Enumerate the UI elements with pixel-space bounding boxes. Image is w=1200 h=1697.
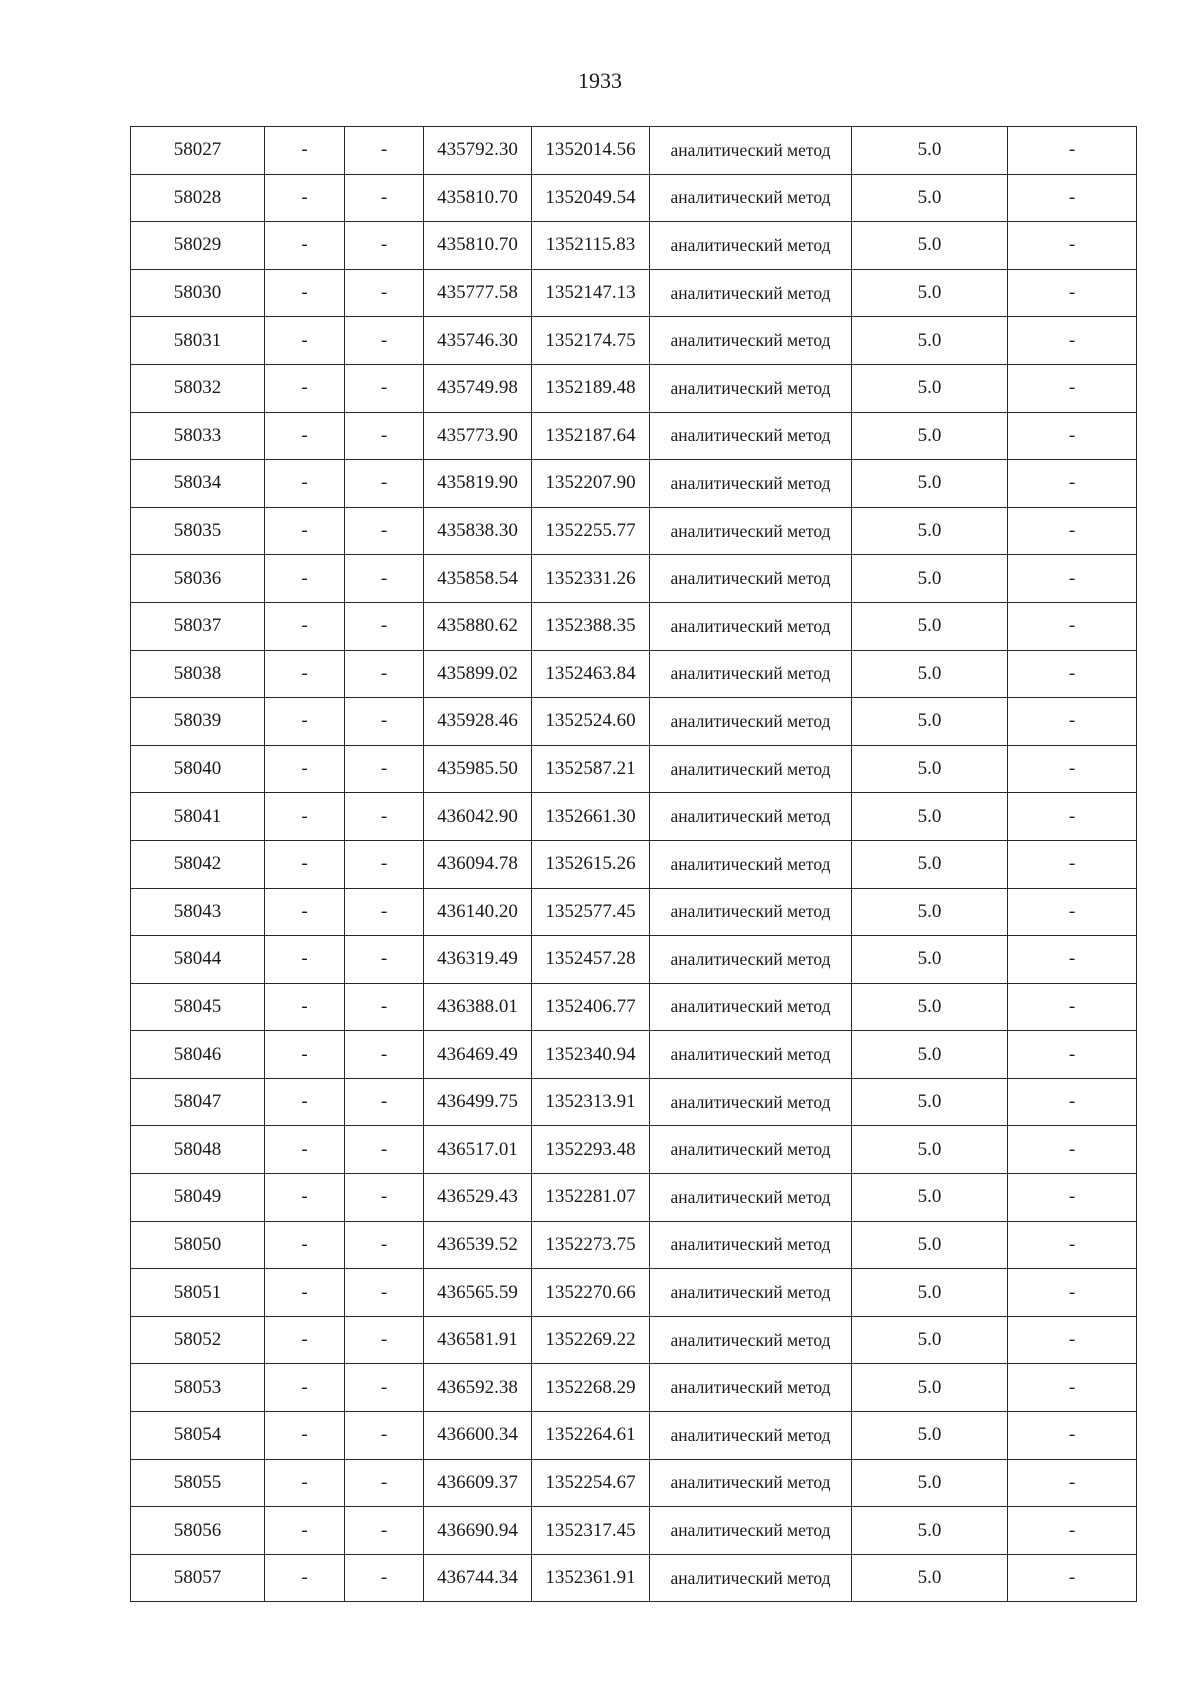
table-row [131,1364,1137,1412]
point-number-cell: 58030 [131,269,265,317]
table-row [131,983,1137,1031]
note-cell: - [1008,1554,1137,1602]
empty-cell-2: - [345,1459,424,1507]
x-coordinate-cell: 436581.91 [424,1316,532,1364]
table-row [131,793,1137,841]
point-number-cell: 58040 [131,745,265,793]
x-coordinate-cell: 436592.38 [424,1364,532,1412]
x-coordinate-cell: 435858.54 [424,555,532,603]
empty-cell-1: - [265,840,345,888]
method-cell: аналитический метод [650,460,852,508]
accuracy-cell: 5.0 [852,602,1008,650]
empty-cell-2: - [345,317,424,365]
y-coordinate-cell: 1352049.54 [532,174,650,222]
accuracy-cell: 5.0 [852,1174,1008,1222]
empty-cell-2: - [345,222,424,270]
note-cell: - [1008,460,1137,508]
empty-cell-2: - [345,1269,424,1317]
point-number-cell: 58048 [131,1126,265,1174]
accuracy-cell: 5.0 [852,507,1008,555]
x-coordinate-cell: 435792.30 [424,127,532,175]
method-cell: аналитический метод [650,1364,852,1412]
empty-cell-1: - [265,174,345,222]
empty-cell-2: - [345,1126,424,1174]
method-cell: аналитический метод [650,936,852,984]
note-cell: - [1008,1364,1137,1412]
y-coordinate-cell: 1352115.83 [532,222,650,270]
method-cell: аналитический метод [650,412,852,460]
y-coordinate-cell: 1352577.45 [532,888,650,936]
point-number-cell: 58032 [131,364,265,412]
accuracy-cell: 5.0 [852,793,1008,841]
accuracy-cell: 5.0 [852,1459,1008,1507]
empty-cell-1: - [265,650,345,698]
empty-cell-1: - [265,1316,345,1364]
y-coordinate-cell: 1352269.22 [532,1316,650,1364]
accuracy-cell: 5.0 [852,222,1008,270]
x-coordinate-cell: 435810.70 [424,174,532,222]
x-coordinate-cell: 436499.75 [424,1078,532,1126]
method-cell: аналитический метод [650,793,852,841]
accuracy-cell: 5.0 [852,1078,1008,1126]
note-cell: - [1008,698,1137,746]
y-coordinate-cell: 1352463.84 [532,650,650,698]
empty-cell-1: - [265,1174,345,1222]
point-number-cell: 58052 [131,1316,265,1364]
empty-cell-2: - [345,888,424,936]
empty-cell-1: - [265,888,345,936]
accuracy-cell: 5.0 [852,1364,1008,1412]
y-coordinate-cell: 1352268.29 [532,1364,650,1412]
empty-cell-2: - [345,1412,424,1460]
point-number-cell: 58041 [131,793,265,841]
method-cell: аналитический метод [650,1221,852,1269]
accuracy-cell: 5.0 [852,888,1008,936]
table-row [131,1554,1137,1602]
method-cell: аналитический метод [650,698,852,746]
method-cell: аналитический метод [650,364,852,412]
y-coordinate-cell: 1352189.48 [532,364,650,412]
coordinates-table-body [131,127,1137,1602]
table-row [131,1316,1137,1364]
accuracy-cell: 5.0 [852,698,1008,746]
method-cell: аналитический метод [650,269,852,317]
empty-cell-1: - [265,364,345,412]
x-coordinate-cell: 435928.46 [424,698,532,746]
point-number-cell: 58051 [131,1269,265,1317]
note-cell: - [1008,1031,1137,1079]
empty-cell-1: - [265,698,345,746]
table-row [131,460,1137,508]
table-row [131,364,1137,412]
table-row [131,1507,1137,1555]
note-cell: - [1008,555,1137,603]
accuracy-cell: 5.0 [852,1316,1008,1364]
note-cell: - [1008,936,1137,984]
x-coordinate-cell: 436529.43 [424,1174,532,1222]
empty-cell-2: - [345,1316,424,1364]
accuracy-cell: 5.0 [852,460,1008,508]
y-coordinate-cell: 1352457.28 [532,936,650,984]
point-number-cell: 58034 [131,460,265,508]
table-row [131,1269,1137,1317]
table-row [131,1412,1137,1460]
x-coordinate-cell: 436388.01 [424,983,532,1031]
empty-cell-2: - [345,793,424,841]
note-cell: - [1008,507,1137,555]
page-number: 1933 [578,68,622,93]
y-coordinate-cell: 1352281.07 [532,1174,650,1222]
note-cell: - [1008,1126,1137,1174]
empty-cell-2: - [345,460,424,508]
point-number-cell: 58028 [131,174,265,222]
empty-cell-2: - [345,1554,424,1602]
table-row [131,602,1137,650]
x-coordinate-cell: 435777.58 [424,269,532,317]
note-cell: - [1008,1507,1137,1555]
y-coordinate-cell: 1352254.67 [532,1459,650,1507]
point-number-cell: 58053 [131,1364,265,1412]
x-coordinate-cell: 435773.90 [424,412,532,460]
x-coordinate-cell: 435749.98 [424,364,532,412]
y-coordinate-cell: 1352187.64 [532,412,650,460]
coordinates-table [130,126,1137,1602]
note-cell: - [1008,745,1137,793]
empty-cell-2: - [345,745,424,793]
point-number-cell: 58057 [131,1554,265,1602]
y-coordinate-cell: 1352406.77 [532,983,650,1031]
y-coordinate-cell: 1352313.91 [532,1078,650,1126]
empty-cell-2: - [345,174,424,222]
empty-cell-1: - [265,1269,345,1317]
method-cell: аналитический метод [650,1507,852,1555]
method-cell: аналитический метод [650,650,852,698]
empty-cell-2: - [345,364,424,412]
empty-cell-1: - [265,602,345,650]
note-cell: - [1008,1269,1137,1317]
y-coordinate-cell: 1352174.75 [532,317,650,365]
note-cell: - [1008,602,1137,650]
y-coordinate-cell: 1352524.60 [532,698,650,746]
point-number-cell: 58037 [131,602,265,650]
table-row [131,412,1137,460]
table-row [131,936,1137,984]
point-number-cell: 58054 [131,1412,265,1460]
table-row [131,650,1137,698]
note-cell: - [1008,269,1137,317]
table-row [131,840,1137,888]
method-cell: аналитический метод [650,1554,852,1602]
accuracy-cell: 5.0 [852,1126,1008,1174]
y-coordinate-cell: 1352388.35 [532,602,650,650]
note-cell: - [1008,840,1137,888]
method-cell: аналитический метод [650,507,852,555]
empty-cell-2: - [345,650,424,698]
empty-cell-1: - [265,1459,345,1507]
accuracy-cell: 5.0 [852,127,1008,175]
empty-cell-1: - [265,555,345,603]
x-coordinate-cell: 435819.90 [424,460,532,508]
empty-cell-2: - [345,1078,424,1126]
y-coordinate-cell: 1352615.26 [532,840,650,888]
empty-cell-1: - [265,460,345,508]
point-number-cell: 58027 [131,127,265,175]
empty-cell-1: - [265,1126,345,1174]
point-number-cell: 58050 [131,1221,265,1269]
x-coordinate-cell: 435985.50 [424,745,532,793]
method-cell: аналитический метод [650,1316,852,1364]
point-number-cell: 58043 [131,888,265,936]
table-row [131,222,1137,270]
point-number-cell: 58055 [131,1459,265,1507]
empty-cell-2: - [345,983,424,1031]
method-cell: аналитический метод [650,1459,852,1507]
empty-cell-1: - [265,222,345,270]
y-coordinate-cell: 1352255.77 [532,507,650,555]
empty-cell-2: - [345,269,424,317]
y-coordinate-cell: 1352273.75 [532,1221,650,1269]
point-number-cell: 58033 [131,412,265,460]
accuracy-cell: 5.0 [852,745,1008,793]
empty-cell-1: - [265,507,345,555]
x-coordinate-cell: 435899.02 [424,650,532,698]
method-cell: аналитический метод [650,1078,852,1126]
table-row [131,698,1137,746]
x-coordinate-cell: 436744.34 [424,1554,532,1602]
y-coordinate-cell: 1352014.56 [532,127,650,175]
method-cell: аналитический метод [650,1126,852,1174]
empty-cell-1: - [265,1078,345,1126]
empty-cell-2: - [345,840,424,888]
empty-cell-1: - [265,1554,345,1602]
method-cell: аналитический метод [650,555,852,603]
accuracy-cell: 5.0 [852,364,1008,412]
empty-cell-1: - [265,1507,345,1555]
y-coordinate-cell: 1352147.13 [532,269,650,317]
note-cell: - [1008,364,1137,412]
empty-cell-2: - [345,555,424,603]
method-cell: аналитический метод [650,840,852,888]
accuracy-cell: 5.0 [852,317,1008,365]
empty-cell-2: - [345,698,424,746]
note-cell: - [1008,412,1137,460]
y-coordinate-cell: 1352661.30 [532,793,650,841]
empty-cell-1: - [265,983,345,1031]
x-coordinate-cell: 436539.52 [424,1221,532,1269]
empty-cell-2: - [345,1221,424,1269]
x-coordinate-cell: 436042.90 [424,793,532,841]
point-number-cell: 58044 [131,936,265,984]
empty-cell-1: - [265,317,345,365]
x-coordinate-cell: 435746.30 [424,317,532,365]
point-number-cell: 58042 [131,840,265,888]
method-cell: аналитический метод [650,602,852,650]
table-row [131,317,1137,365]
table-row [131,507,1137,555]
x-coordinate-cell: 436094.78 [424,840,532,888]
method-cell: аналитический метод [650,127,852,175]
table-row [131,1031,1137,1079]
empty-cell-1: - [265,793,345,841]
y-coordinate-cell: 1352331.26 [532,555,650,603]
empty-cell-1: - [265,1364,345,1412]
empty-cell-2: - [345,127,424,175]
empty-cell-1: - [265,269,345,317]
empty-cell-2: - [345,412,424,460]
method-cell: аналитический метод [650,1269,852,1317]
accuracy-cell: 5.0 [852,936,1008,984]
x-coordinate-cell: 435880.62 [424,602,532,650]
y-coordinate-cell: 1352207.90 [532,460,650,508]
point-number-cell: 58036 [131,555,265,603]
note-cell: - [1008,1412,1137,1460]
point-number-cell: 58029 [131,222,265,270]
table-row [131,888,1137,936]
table-row [131,269,1137,317]
x-coordinate-cell: 436565.59 [424,1269,532,1317]
accuracy-cell: 5.0 [852,1031,1008,1079]
empty-cell-1: - [265,936,345,984]
x-coordinate-cell: 436319.49 [424,936,532,984]
table-row [131,1078,1137,1126]
accuracy-cell: 5.0 [852,1507,1008,1555]
empty-cell-1: - [265,1412,345,1460]
y-coordinate-cell: 1352270.66 [532,1269,650,1317]
method-cell: аналитический метод [650,317,852,365]
empty-cell-2: - [345,507,424,555]
note-cell: - [1008,222,1137,270]
accuracy-cell: 5.0 [852,1412,1008,1460]
accuracy-cell: 5.0 [852,1554,1008,1602]
x-coordinate-cell: 435838.30 [424,507,532,555]
accuracy-cell: 5.0 [852,1269,1008,1317]
accuracy-cell: 5.0 [852,1221,1008,1269]
note-cell: - [1008,983,1137,1031]
y-coordinate-cell: 1352340.94 [532,1031,650,1079]
x-coordinate-cell: 436140.20 [424,888,532,936]
note-cell: - [1008,1174,1137,1222]
empty-cell-1: - [265,745,345,793]
empty-cell-2: - [345,1174,424,1222]
empty-cell-2: - [345,602,424,650]
x-coordinate-cell: 436690.94 [424,1507,532,1555]
table-row [131,745,1137,793]
table-row [131,555,1137,603]
point-number-cell: 58035 [131,507,265,555]
empty-cell-2: - [345,1031,424,1079]
x-coordinate-cell: 436517.01 [424,1126,532,1174]
table-row [131,127,1137,175]
point-number-cell: 58047 [131,1078,265,1126]
method-cell: аналитический метод [650,888,852,936]
empty-cell-1: - [265,1221,345,1269]
method-cell: аналитический метод [650,745,852,793]
empty-cell-1: - [265,127,345,175]
x-coordinate-cell: 435810.70 [424,222,532,270]
method-cell: аналитический метод [650,1031,852,1079]
accuracy-cell: 5.0 [852,412,1008,460]
empty-cell-2: - [345,936,424,984]
y-coordinate-cell: 1352264.61 [532,1412,650,1460]
table-row [131,1459,1137,1507]
note-cell: - [1008,1078,1137,1126]
point-number-cell: 58046 [131,1031,265,1079]
note-cell: - [1008,1221,1137,1269]
x-coordinate-cell: 436609.37 [424,1459,532,1507]
note-cell: - [1008,1459,1137,1507]
note-cell: - [1008,127,1137,175]
accuracy-cell: 5.0 [852,174,1008,222]
empty-cell-2: - [345,1507,424,1555]
note-cell: - [1008,174,1137,222]
table-row [131,1221,1137,1269]
accuracy-cell: 5.0 [852,269,1008,317]
x-coordinate-cell: 436600.34 [424,1412,532,1460]
method-cell: аналитический метод [650,174,852,222]
point-number-cell: 58039 [131,698,265,746]
empty-cell-1: - [265,1031,345,1079]
method-cell: аналитический метод [650,1412,852,1460]
point-number-cell: 58038 [131,650,265,698]
accuracy-cell: 5.0 [852,840,1008,888]
accuracy-cell: 5.0 [852,555,1008,603]
table-row [131,174,1137,222]
note-cell: - [1008,317,1137,365]
table-row [131,1174,1137,1222]
y-coordinate-cell: 1352317.45 [532,1507,650,1555]
note-cell: - [1008,650,1137,698]
y-coordinate-cell: 1352587.21 [532,745,650,793]
x-coordinate-cell: 436469.49 [424,1031,532,1079]
note-cell: - [1008,793,1137,841]
y-coordinate-cell: 1352361.91 [532,1554,650,1602]
accuracy-cell: 5.0 [852,650,1008,698]
empty-cell-2: - [345,1364,424,1412]
method-cell: аналитический метод [650,983,852,1031]
note-cell: - [1008,888,1137,936]
method-cell: аналитический метод [650,222,852,270]
table-row [131,1126,1137,1174]
point-number-cell: 58056 [131,1507,265,1555]
y-coordinate-cell: 1352293.48 [532,1126,650,1174]
point-number-cell: 58045 [131,983,265,1031]
empty-cell-1: - [265,412,345,460]
method-cell: аналитический метод [650,1174,852,1222]
point-number-cell: 58049 [131,1174,265,1222]
point-number-cell: 58031 [131,317,265,365]
note-cell: - [1008,1316,1137,1364]
accuracy-cell: 5.0 [852,983,1008,1031]
